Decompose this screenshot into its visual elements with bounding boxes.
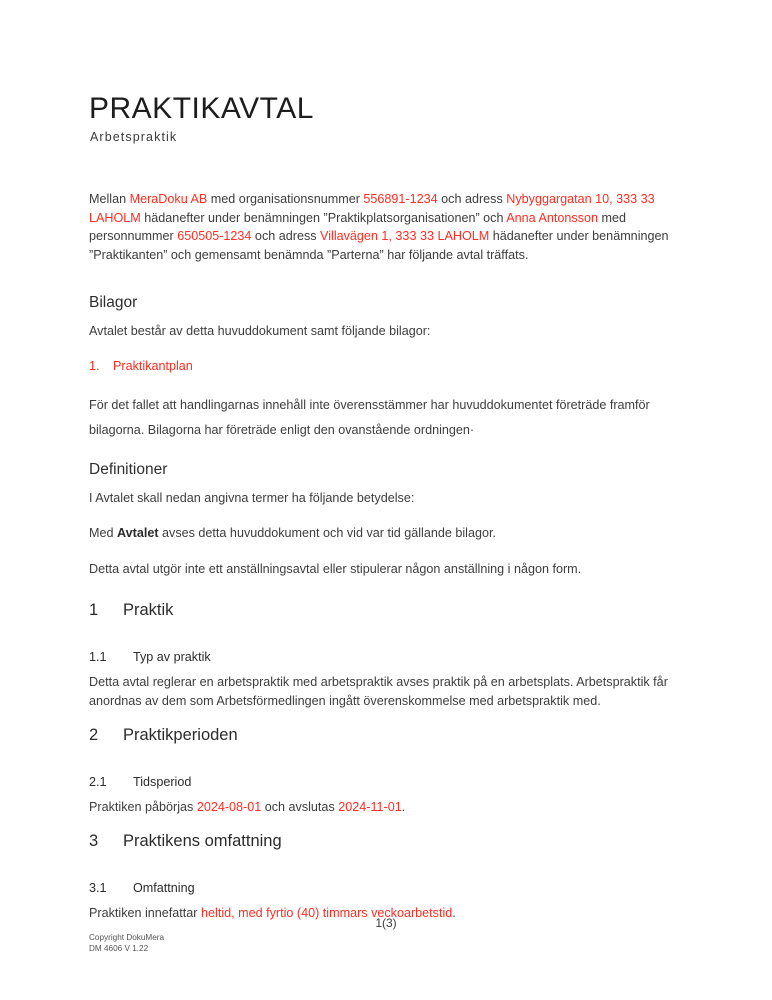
intro-text-6: och adress — [251, 229, 321, 244]
footer-doc-code: DM 4606 V 1.22 — [89, 944, 149, 953]
page-title: PRAKTIKAVTAL — [89, 92, 314, 125]
intro-text-5: med personnummer — [89, 210, 626, 244]
section-2-1-body — [89, 798, 689, 817]
definitioner-lead: I Avtalet skall nedan angivna termer ha följande betydelse: — [89, 490, 415, 505]
page-number: 1(3) — [375, 916, 397, 930]
avtalet-term: Avtalet — [117, 526, 159, 541]
section-3-1-heading — [89, 881, 689, 896]
section-3-heading — [89, 832, 689, 852]
intro-paragraph — [89, 190, 685, 264]
avtalet-post: avses detta huvuddokument och vid var tid gällande bilagor. — [158, 526, 496, 541]
section-bilagor — [89, 294, 689, 443]
field-start-date: 2024-08-01 — [196, 799, 262, 814]
field-person-number: 650505-1234 — [177, 229, 252, 244]
document-footer — [89, 932, 164, 954]
section-2-heading — [89, 726, 689, 746]
bilagor-lead: Avtalet består av detta huvuddokument samt följande bilagor: — [89, 323, 431, 338]
intro-text-7: hädanefter under benämningen ”Praktikanten” och gemensamt benämnda ”Parterna” har följande avtal träffats. — [89, 229, 669, 262]
scope-pre: Praktiken innefattar — [89, 905, 202, 920]
bilagor-tail: För det fallet att handlingarnas innehåll inte överensstämmer har huvuddokumentet företräde framför bilagorna. Bilagorna har företräde enligt den ovanstående ordningen· — [89, 397, 650, 437]
section-1-1-number: 1.1 — [89, 649, 107, 664]
section-3-1-number: 3.1 — [89, 880, 107, 895]
field-end-date: 2024-11-01 — [338, 799, 402, 814]
intro-text-1: Mellan — [89, 192, 130, 206]
list-item-label: Praktikantplan — [113, 359, 193, 374]
definitioner-heading: Definitioner — [89, 461, 168, 478]
section-3-1-title: Omfattning — [133, 880, 195, 895]
section-2-number: 2 — [89, 726, 99, 744]
section-1 — [89, 601, 689, 710]
section-2-1-heading — [89, 775, 689, 790]
intro-text-4: hädanefter under benämningen ”Praktikplatsorganisationen” och — [140, 210, 507, 225]
field-scope: heltid, med fyrtio (40) timmars veckoarbetstid — [201, 905, 453, 920]
avtalet-pre: Med — [89, 526, 117, 541]
period-mid: och avslutas — [261, 799, 339, 814]
field-company-address: Nybyggargatan 10, 333 33 LAHOLM — [89, 192, 655, 225]
section-1-number: 1 — [89, 601, 99, 619]
intro-text-2: med organisationsnummer — [207, 192, 364, 206]
definitioner-paragraph-avtalet — [89, 524, 689, 543]
section-1-1-body: Detta avtal reglerar en arbetspraktik med arbetspraktik avses praktik på en arbetsplats. Arbetspraktik får anordnas av dem som Arbetsförmedlingen ingått överenskommelse med arbetspraktik med. — [89, 674, 668, 708]
list-item — [89, 357, 689, 376]
section-2-1-title: Tidsperiod — [133, 774, 192, 789]
field-person-name: Anna Antonsson — [506, 210, 598, 225]
section-definitioner — [89, 461, 689, 578]
field-org-number: 556891-1234 — [363, 192, 438, 206]
section-1-title: Praktik — [123, 601, 174, 619]
field-company-name: MeraDoku AB — [129, 192, 208, 206]
period-post: . — [401, 799, 406, 814]
definitioner-paragraph-anstallning: Detta avtal utgör inte ett anställningsavtal eller stipulerar någon anställning i någon form. — [89, 561, 582, 576]
page-subtitle: Arbetspraktik — [90, 130, 178, 144]
list-item-marker: 1. — [89, 359, 100, 374]
intro-text-3: och adress — [437, 192, 507, 206]
section-2-title: Praktikperioden — [123, 726, 238, 744]
section-1-1-title: Typ av praktik — [133, 649, 211, 664]
scope-post: . — [452, 905, 456, 920]
section-1-heading — [89, 601, 689, 621]
section-3 — [89, 832, 689, 923]
section-1-1-heading — [89, 650, 689, 665]
section-2 — [89, 726, 689, 817]
bilagor-heading: Bilagor — [89, 294, 138, 311]
section-3-title: Praktikens omfattning — [123, 832, 282, 850]
period-pre: Praktiken påbörjas — [89, 799, 197, 814]
section-3-number: 3 — [89, 832, 99, 850]
footer-copyright: Copyright DokuMera — [89, 933, 165, 942]
section-2-1-number: 2.1 — [89, 774, 107, 789]
field-person-address: Villavägen 1, 333 33 LAHOLM — [320, 229, 490, 244]
